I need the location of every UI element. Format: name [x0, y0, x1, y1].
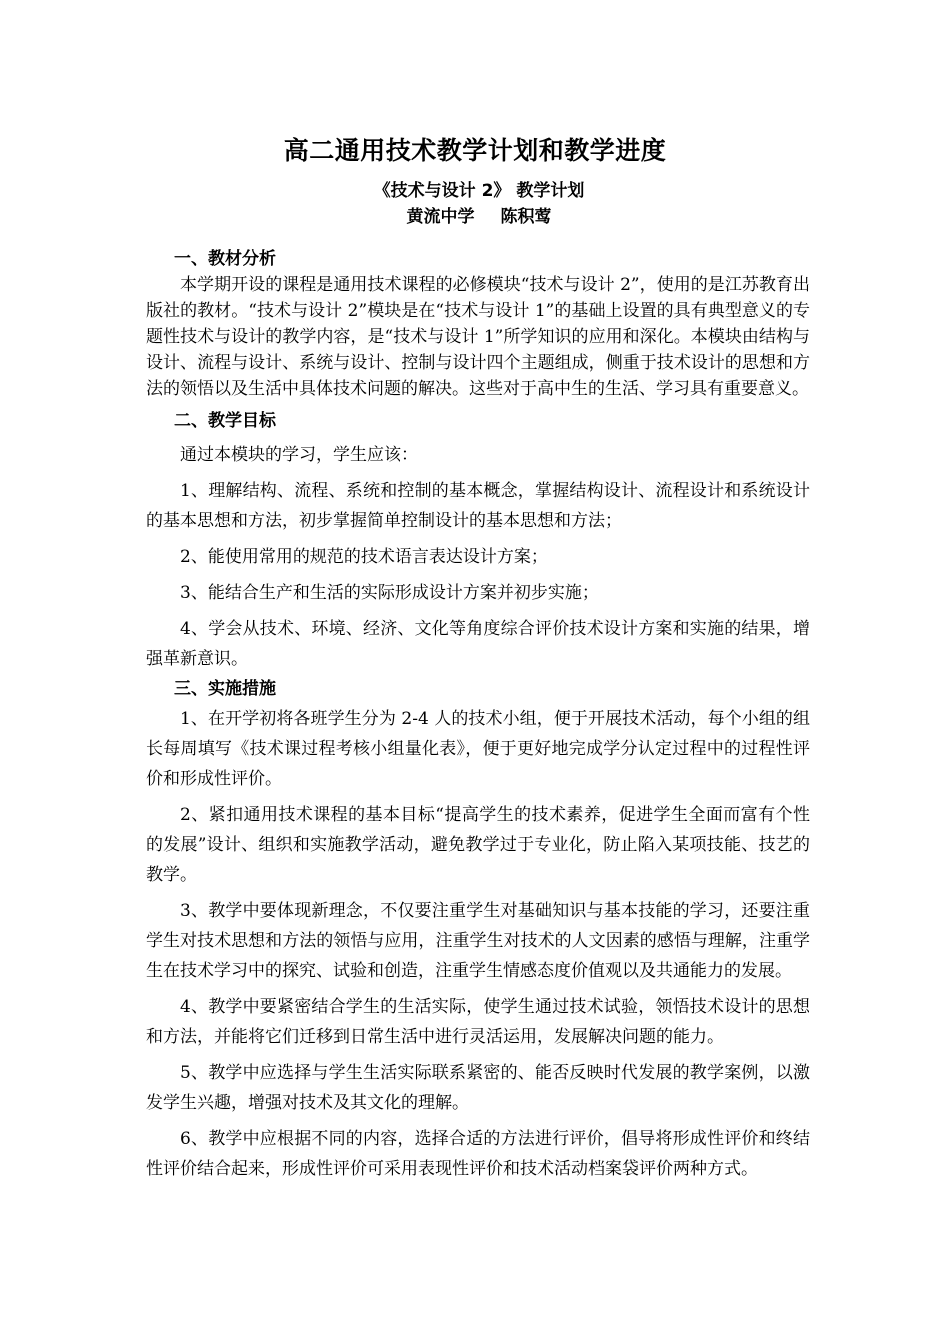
section-heading-measures: 三、实施措施 — [174, 679, 276, 699]
goal-item: 4、学会从技术、环境、经济、文化等角度综合评价技术设计方案和实施的结果，增强革新意识。 — [146, 619, 810, 669]
measure-item: 6、教学中应根据不同的内容，选择合适的方法进行评价，倡导将形成性评价和终结性评价结合起来，形成性评价可采用表现性评价和技术活动档案袋评价两种方式。 — [146, 1129, 810, 1179]
measure-item: 5、教学中应选择与学生生活实际联系紧密的、能否反映时代发展的教学案例，以激发学生兴趣，增强对技术及其文化的理解。 — [146, 1063, 810, 1113]
author-line — [0, 202, 950, 227]
document-subtitle: 《技术与设计 2》 教学计划 — [373, 181, 585, 201]
measure-item: 3、教学中要体现新理念，不仅要注重学生对基础知识与基本技能的学习，还要注重学生对技术思想和方法的领悟与应用，注重学生对技术的人文因素的感悟与理解，注重学生在技术学习中的探究、试验和创造，注重学生情感态度价值观以及共通能力的发展。 — [146, 901, 810, 981]
section-heading-materials: 一、教材分析 — [174, 249, 276, 269]
measure-item: 2、紧扣通用技术课程的基本目标“提高学生的技术素养，促进学生全面而富有个性的发展”设计、组织和实施教学活动，避免教学过于专业化，防止陷入某项技能、技艺的教学。 — [146, 805, 810, 885]
goal-item: 3、能结合生产和生活的实际形成设计方案并初步实施； — [180, 583, 599, 603]
page-title: 高二通用技术教学计划和教学进度 — [283, 136, 667, 165]
goal-item: 1、理解结构、流程、系统和控制的基本概念，掌握结构设计、流程设计和系统设计的基本思想和方法，初步掌握简单控制设计的基本思想和方法； — [146, 481, 810, 531]
goal-item: 2、能使用常用的规范的技术语言表达设计方案； — [180, 547, 548, 567]
paragraph-materials: 本学期开设的课程是通用技术课程的必修模块“技术与设计 2”，使用的是江苏教育出版社的教材。“技术与设计 2”模块是在“技术与设计 1”的基础上设置的具有典型意义的专题性技术与设计的教学内容，是“技术与设计 1”所学知识的应用和深化。本模块由结构与设计、流程与设计、系统与设计、控制与设计四个主题组成，侧重于技术设计的思想和方法的领悟以及生活中具体技术问题的解决。这些对于高中生的生活、学习具有重要意义。 — [146, 275, 810, 399]
goals-intro: 通过本模块的学习，学生应该： — [180, 445, 418, 465]
measure-item: 4、教学中要紧密结合学生的生活实际，使学生通过技术试验，领悟技术设计的思想和方法，并能将它们迁移到日常生活中进行灵活运用，发展解决问题的能力。 — [146, 997, 810, 1047]
author-name: 陈积莺 — [500, 207, 552, 227]
measure-item: 1、在开学初将各班学生分为 2-4 人的技术小组，便于开展技术活动，每个小组的组长每周填写《技术课过程考核小组量化表》，便于更好地完成学分认定过程中的过程性评价和形成性评价。 — [146, 709, 810, 789]
document-body — [146, 246, 810, 1184]
section-heading-goals: 二、教学目标 — [174, 411, 276, 431]
school-name: 黄流中学 — [406, 207, 475, 227]
